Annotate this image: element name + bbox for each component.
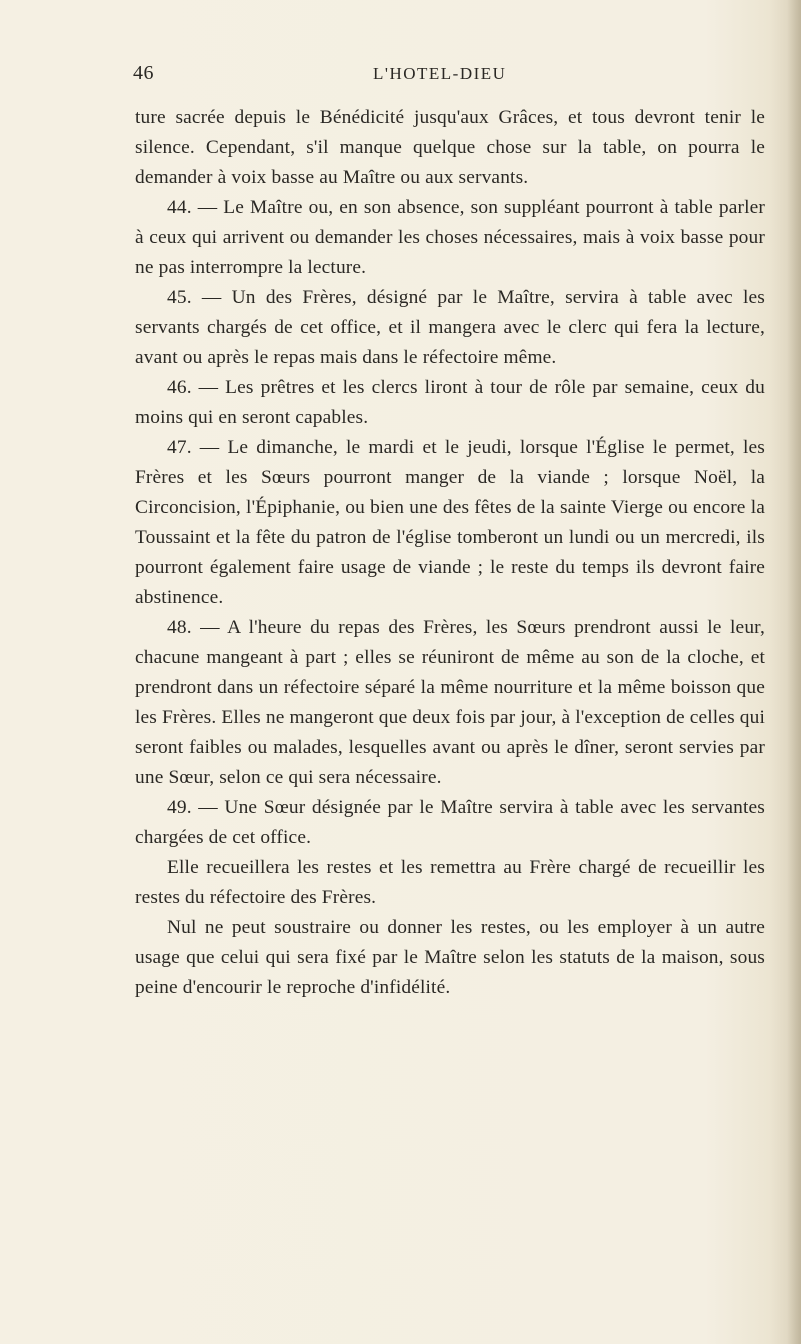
paragraph-continuation: ture sacrée depuis le Bénédicité jusqu'aux Grâces, et tous devront tenir le silence. Cependant, s'il manque quelque chose sur la table, on pourra le demander à voix basse au Maître ou aux servants. (135, 107, 765, 188)
paragraph-article-49: 49. — Une Sœur désignée par le Maître servira à table avec les servantes chargées de cet office. (135, 797, 765, 848)
paragraph-article-46: 46. — Les prêtres et les clercs liront à tour de rôle par semaine, ceux du moins qui en seront capables. (135, 377, 765, 428)
paragraph-article-44: 44. — Le Maître ou, en son absence, son suppléant pourront à table parler à ceux qui arrivent ou demander les choses nécessaires, mais à voix basse pour ne pas interrompre la lecture. (135, 197, 765, 278)
paragraph-restes: Elle recueillera les restes et les remettra au Frère chargé de recueillir les restes du réfectoire des Frères. (135, 857, 765, 908)
body-text (135, 103, 765, 1003)
running-title: L'HOTEL-DIEU (373, 64, 507, 83)
paragraph-nul-ne-peut: Nul ne peut soustraire ou donner les restes, ou les employer à un autre usage que celui qui sera fixé par le Maître selon les statuts de la maison, sous peine d'encourir le reproche d'infidélité. (135, 917, 765, 998)
paragraph-article-45: 45. — Un des Frères, désigné par le Maître, servira à table avec les servants chargés de cet office, et il mangera avec le clerc qui fera la lecture, avant ou après le repas mais dans le réfectoire même. (135, 287, 765, 368)
page-edge-shadow (787, 0, 801, 1344)
paragraph-article-47: 47. — Le dimanche, le mardi et le jeudi, lorsque l'Église le permet, les Frères et les Sœurs pourront manger de la viande ; lorsque Noël, la Circoncision, l'Épiphanie, ou bien une des fêtes de la sainte Vierge ou encore la Toussaint et la fête du patron de l'église tomberont un lundi ou un mercredi, ils pourront également faire usage de viande ; le reste du temps ils devront faire abstinence. (135, 437, 765, 608)
paragraph-article-48: 48. — A l'heure du repas des Frères, les Sœurs prendront aussi le leur, chacune mangeant à part ; elles se réuniront de même au son de la cloche, et prendront dans un réfectoire séparé la même nourriture et la même boisson que les Frères. Elles ne mangeront que deux fois par jour, à l'exception de celles qui seront faibles ou malades, lesquelles avant ou après le dîner, seront servies par une Sœur, selon ce qui sera nécessaire. (135, 617, 765, 788)
page-header (133, 62, 733, 90)
page-number: 46 (133, 62, 154, 84)
